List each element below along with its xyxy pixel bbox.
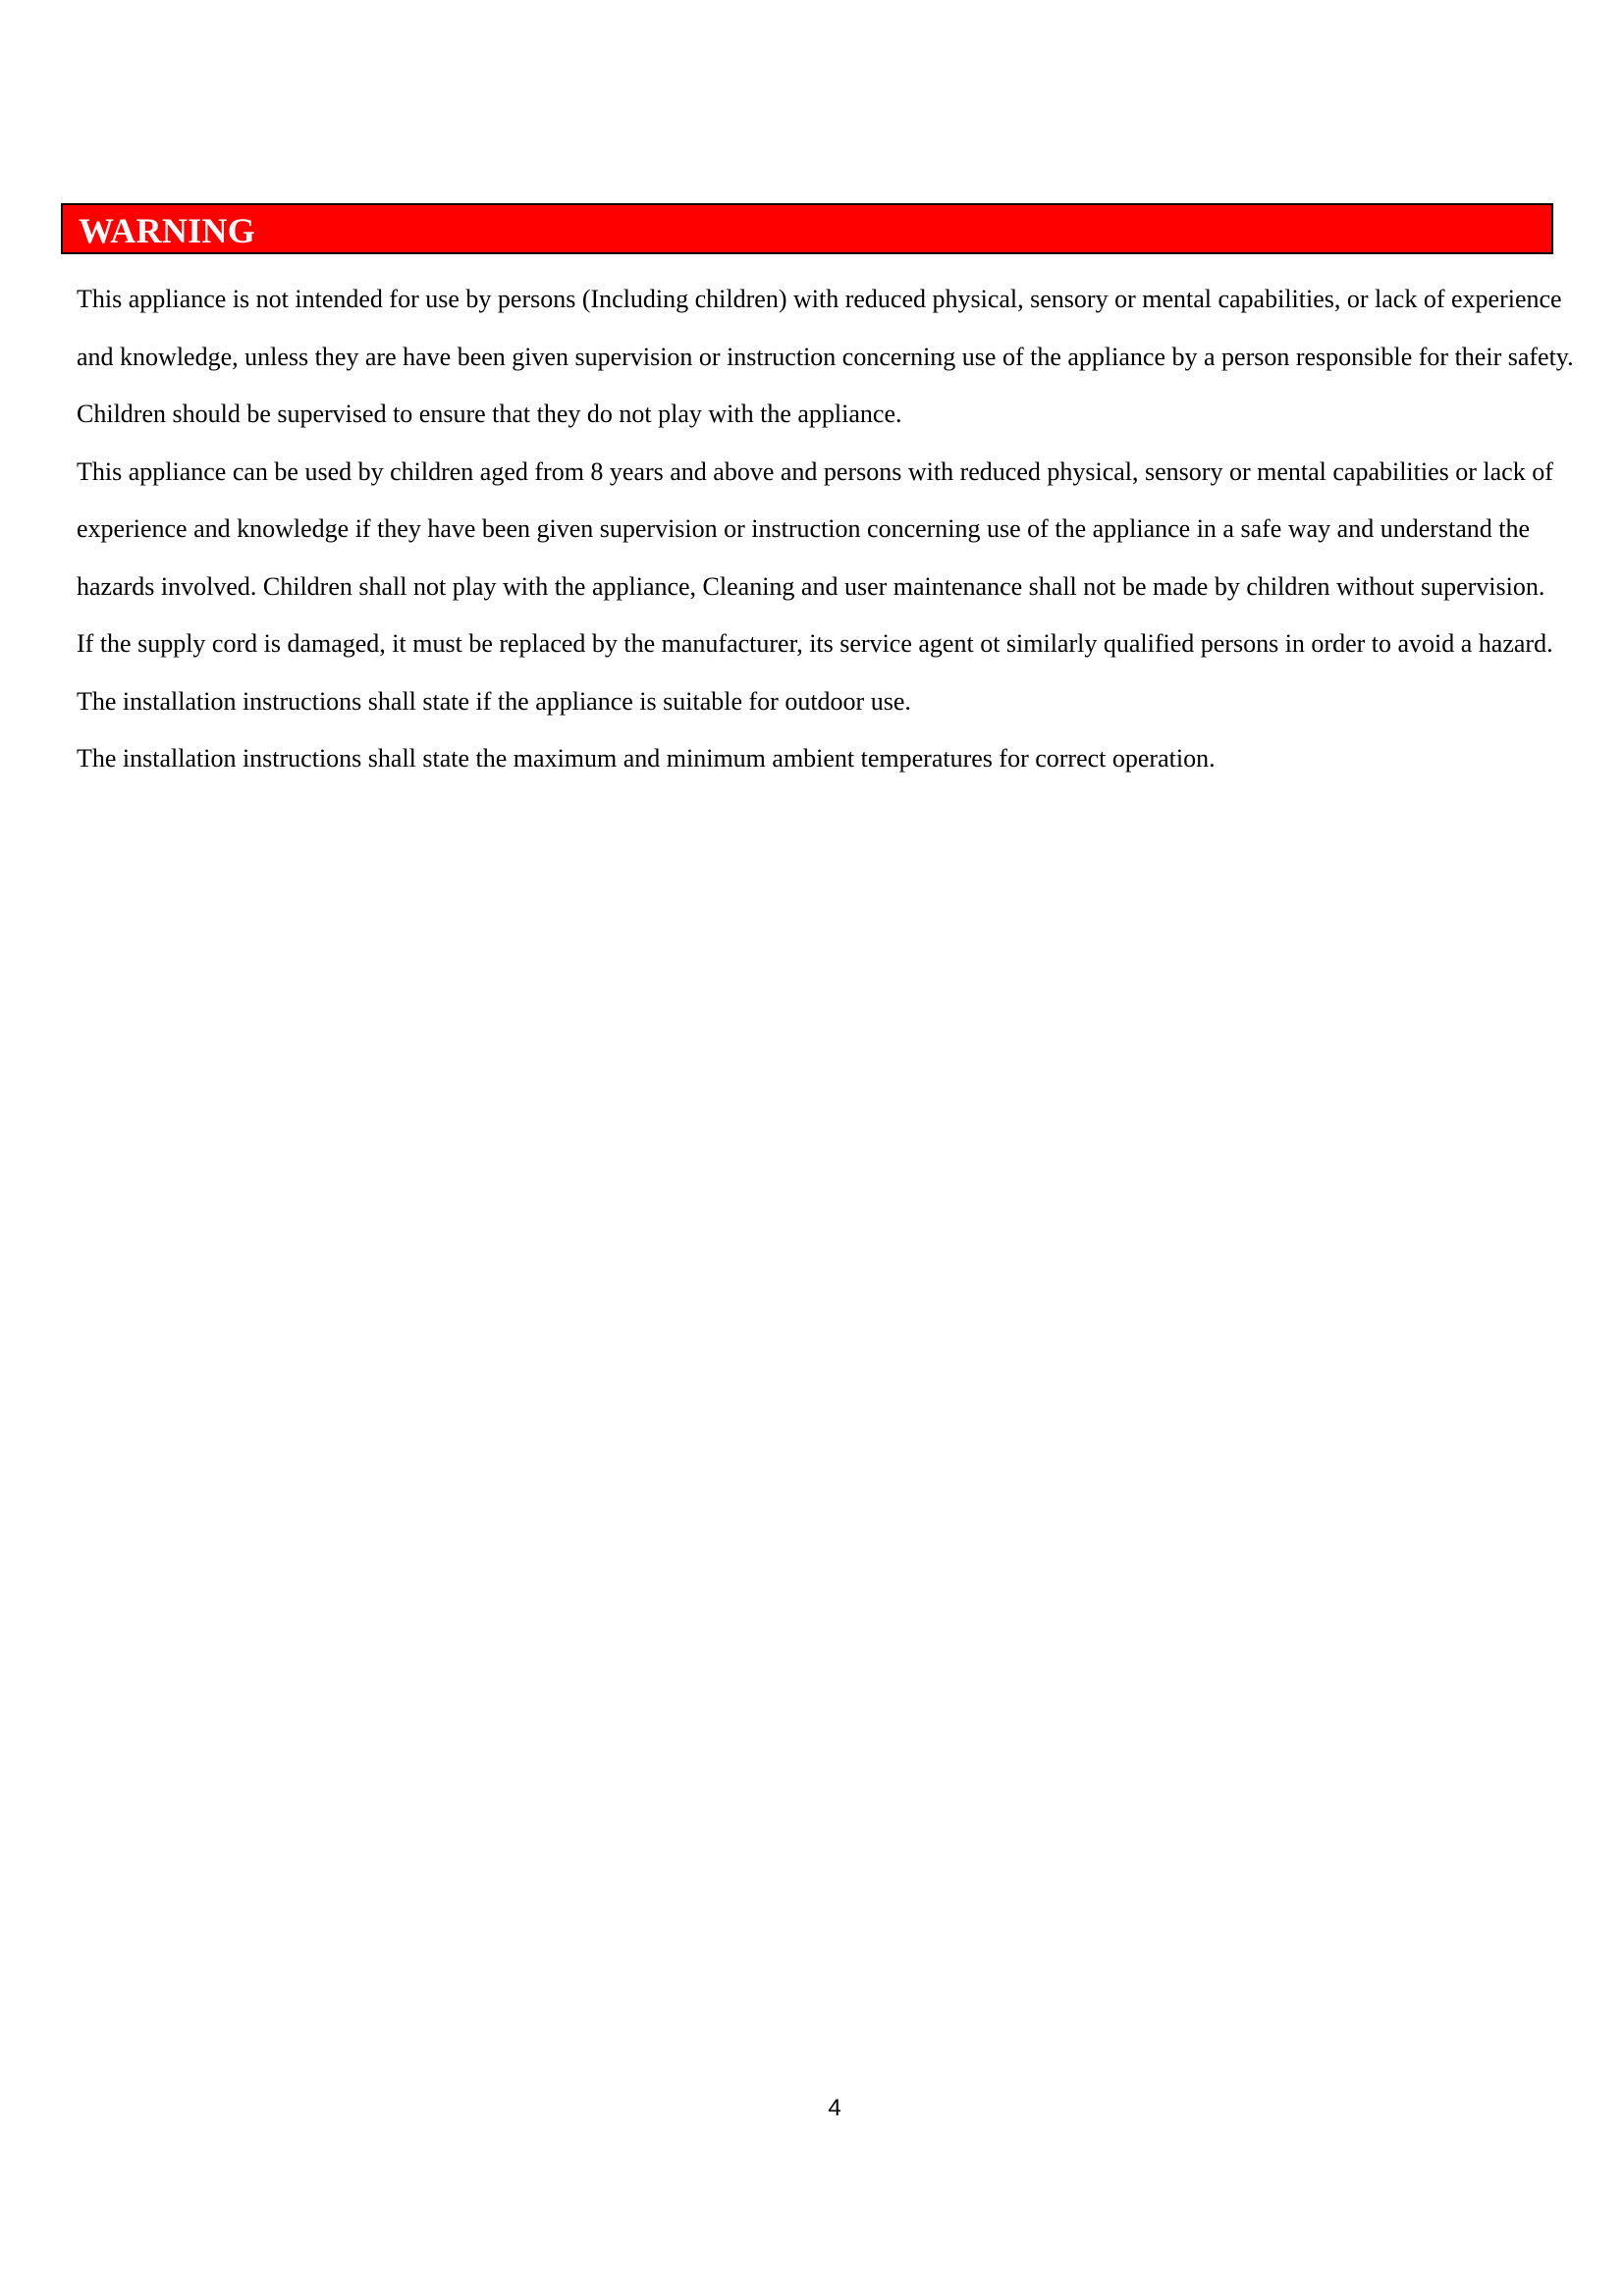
page-number: 4 bbox=[828, 2095, 841, 2121]
paragraph-supervision-persons: This appliance is not intended for use by persons (Including children) with reduced physical, sensory or mental capabilities, or lack of experience and knowledge, unless they are have been given supervision or instruction concerning use of the appliance by a person responsible for their safety. bbox=[77, 285, 1574, 371]
paragraph-children-age: This appliance can be used by children aged from 8 years and above and persons with reduced physical, sensory or mental capabilities or lack of experience and knowledge if they have been given supervision or instruction concerning use of the appliance in a safe way and understand the hazards involved. Children shall not play with the appliance, Cleaning and user maintenance shall not be made by children without supervision. bbox=[77, 456, 1553, 601]
warning-title: WARNING bbox=[79, 211, 256, 250]
warning-banner bbox=[61, 203, 1553, 254]
paragraph-children-play: Children should be supervised to ensure that they do not play with the appliance. bbox=[77, 400, 902, 428]
paragraph-ambient-temperature: The installation instructions shall state the maximum and minimum ambient temperatures for correct operation. bbox=[77, 744, 1216, 773]
paragraph-outdoor-use: The installation instructions shall state if the appliance is suitable for outdoor use. bbox=[77, 686, 911, 716]
paragraph-supply-cord: If the supply cord is damaged, it must be replaced by the manufacturer, its service agent ot similarly qualified persons in order to avoid a hazard. bbox=[77, 629, 1553, 658]
warning-body bbox=[77, 271, 1598, 788]
